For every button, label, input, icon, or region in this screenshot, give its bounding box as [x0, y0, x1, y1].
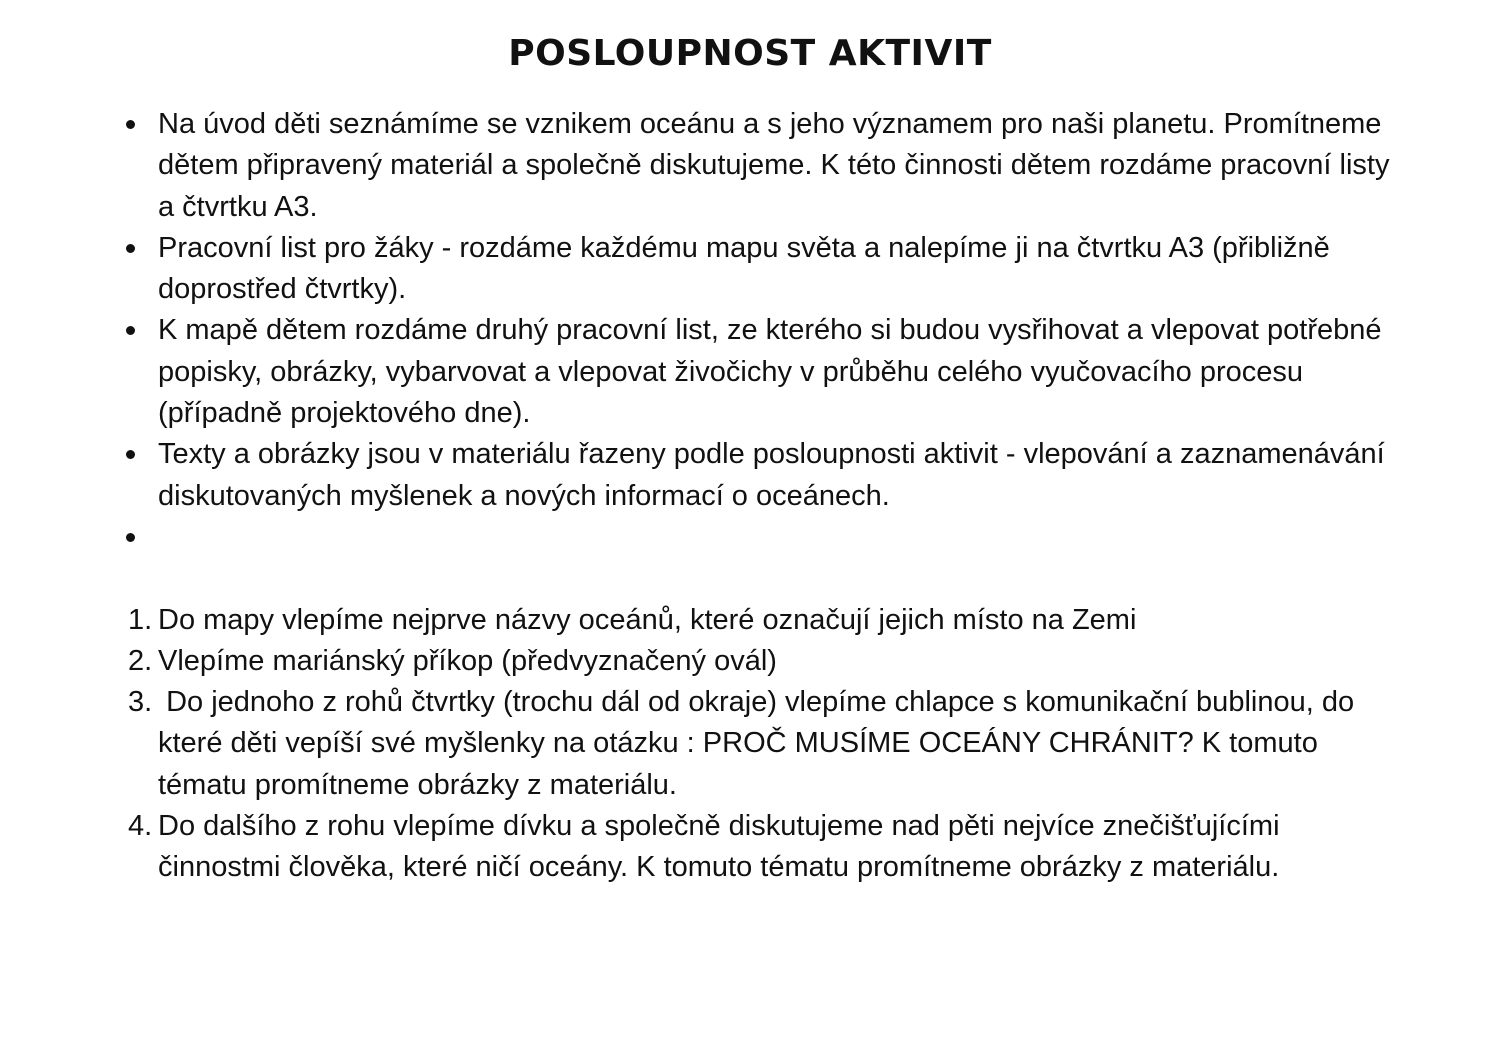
- numbered-text: Vlepíme mariánský příkop (předvyznačený ovál): [158, 644, 777, 677]
- numbered-text: Do dalšího z rohu vlepíme dívku a společně diskutujeme nad pěti nejvíce znečišťujícími činnostmi člověka, které ničí oceány. K tomuto tématu promítneme obrázky z materiálu.: [158, 810, 1280, 884]
- bullet-text: Pracovní list pro žáky - rozdáme každému mapu světa a nalepíme ji na čtvrtku A3 (přibližně doprostřed čtvrtky).: [158, 231, 1330, 306]
- bullet-text: [158, 517, 1398, 558]
- page-title: POSLOUPNOST AKTIVIT: [508, 33, 992, 74]
- bullet-item: [158, 228, 1398, 311]
- bullet-item: [158, 104, 1398, 228]
- bullet-point-icon: [126, 533, 135, 542]
- item-number: 4.: [128, 810, 153, 843]
- numbered-list: [128, 600, 1398, 889]
- item-number: 3.: [128, 686, 153, 719]
- numbered-item: [128, 806, 1398, 889]
- bullet-point-icon: [126, 326, 135, 335]
- bullet-text: Na úvod děti seznámíme se vznikem oceánu a s jeho významem pro naši planetu. Promítneme dětem připravený materiál a společně diskutujeme. K této činnosti dětem rozdáme pracovní listy a čtvrtku A3.: [158, 108, 1390, 223]
- bullet-item: [158, 310, 1398, 434]
- numbered-item: [128, 600, 1398, 641]
- bullet-point-icon: [126, 120, 135, 129]
- document-body: [128, 104, 1398, 889]
- numbered-text: Do jednoho z rohů čtvrtky (trochu dál od okraje) vlepíme chlapce s komunikační bublinou, do které děti vepíší své myšlenky na otázku : PROČ MUSÍME OCEÁNY CHRÁNIT? K tomuto tématu promítneme obrázky z materiálu.: [158, 686, 1363, 801]
- bullet-point-icon: [126, 244, 135, 253]
- bullet-text: K mapě dětem rozdáme druhý pracovní list, ze kterého si budou vysřihovat a vlepovat potřebné popisky, obrázky, vybarvovat a vlepovat živočichy v průběhu celého vyučovacího procesu (případně projektového dne).: [158, 314, 1382, 430]
- numbered-item: [128, 682, 1398, 806]
- bullet-item: [158, 434, 1398, 517]
- bullet-point-icon: [126, 450, 135, 459]
- numbered-text: Do mapy vlepíme nejprve názvy oceánů, které označují jejich místo na Zemi: [158, 603, 1137, 636]
- bullet-text: Texty a obrázky jsou v materiálu řazeny podle posloupnosti aktivit - vlepování a zaznamenávání diskutovaných myšlenek a nových informací o oceánech.: [158, 438, 1385, 512]
- item-number: 1.: [128, 603, 153, 636]
- section-spacer: [158, 558, 1398, 599]
- item-number: 2.: [128, 644, 153, 677]
- bullet-item-empty: [158, 517, 1398, 558]
- bullet-list: [158, 104, 1398, 558]
- numbered-item: [128, 641, 1398, 682]
